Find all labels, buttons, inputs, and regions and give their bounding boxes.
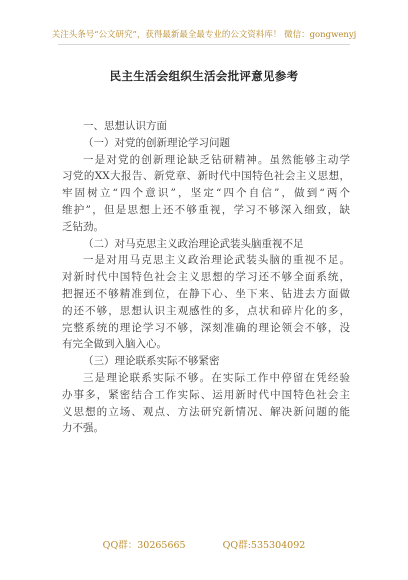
header-promo-note: 关注头条号“公文研究”，获得最新最全最专业的公文资料库！ 微信：gongwenyj (51, 30, 357, 40)
paragraph-line: 一是对党的创新理论缺乏钻研精神。虽然能够主动学 (83, 153, 350, 166)
paragraph-line: 义思想的立场、观点、方法研究新情况、解决新问题的能 (62, 405, 350, 418)
paragraph-line: 维护”，但是思想上还不够重视，学习不够深入细致，缺 (62, 203, 350, 216)
paragraph-line: 有完全做到入脑入心。 (62, 338, 167, 351)
paragraph-line: 完整系统的理论学习不够，深刻准确的理论领会不够，没 (62, 321, 350, 334)
subsection-heading: （一）对党的创新理论学习问题 (83, 136, 230, 149)
paragraph-line: 牢固树立“四个意识”，坚定“四个自信”，做到“两个 (62, 187, 350, 200)
paragraph-line: 习党的XX大报告、新党章、新时代中国特色社会主义思想， (62, 170, 350, 183)
section-heading: 一、思想认识方面 (83, 120, 167, 132)
paragraph-line: 乏钻劲。 (62, 220, 104, 233)
paragraph-line: 的还不够，思想认识主观感性的多，点状和碎片化的多， (62, 304, 350, 317)
footer-contact (0, 537, 408, 551)
footer-qq-group-1: QQ群：30265665 (102, 540, 186, 551)
paragraph-line: 一是对用马克思主义政治理论武装头脑的重视不足。 (83, 254, 350, 267)
footer-qq-group-2: QQ群:535304092 (222, 540, 306, 551)
subsection-heading: （二）对马克思主义政治理论武装头脑重视不足 (83, 237, 304, 250)
paragraph-line: 把握还不够精准到位，在静下心、坐下来、钻进去方面做 (62, 287, 350, 300)
document-body (62, 118, 350, 437)
document-title: 民主生活会组织生活会批评意见参考 (109, 69, 299, 83)
paragraph-line: 三是理论联系实际不够。在实际工作中停留在凭经验 (83, 371, 350, 384)
subsection-heading: （三）理论联系实际不够紧密 (83, 355, 220, 368)
header-divider (58, 44, 350, 45)
paragraph-line: 办事多，紧密结合工作实际、运用新时代中国特色社会主 (62, 388, 350, 401)
paragraph-line: 对新时代中国特色社会主义思想的学习还不够全面系统， (62, 271, 350, 284)
paragraph-line: 力不强。 (62, 422, 104, 435)
